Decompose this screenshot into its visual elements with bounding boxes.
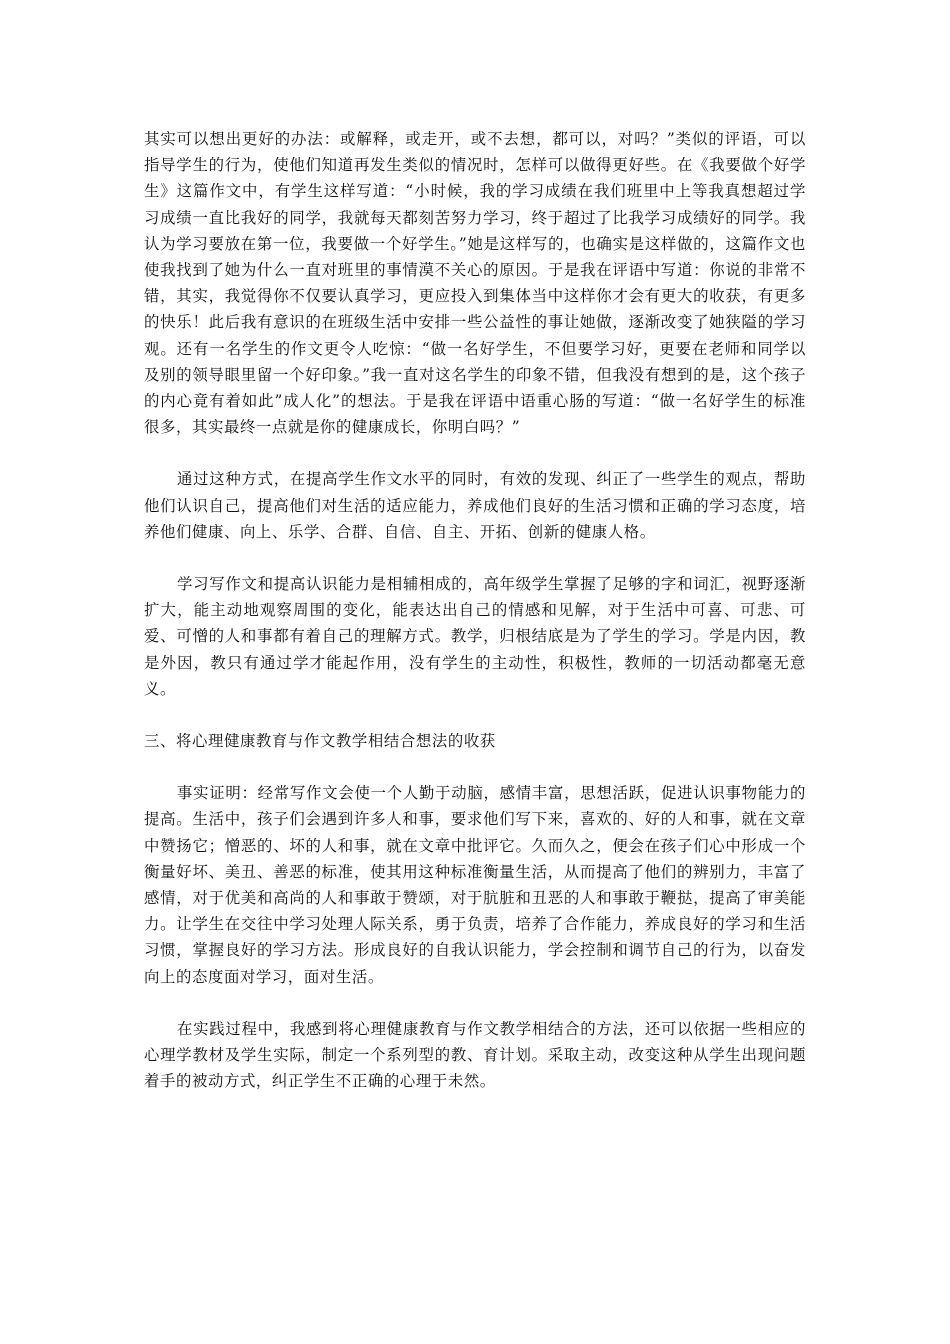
section-heading: 三、将心理健康教育与作文教学相结合想法的收获 <box>144 732 496 751</box>
paragraph-writing-and-cognition: 学习写作文和提高认识能力是相辅相成的，高年级学生掌握了足够的字和词汇，视野逐渐扩大，能主动地观察周围的变化，能表达出自己的情感和见解，对于生活中可喜、可悲、可爱、可憎的人和事都有着自己的理解方式。教学，归根结底是为了学生的学习。学是内因，教是外因，教只有通过学才能起作用，没有学生的主动性，积极性，教师的一切活动都毫无意义。 <box>144 575 806 698</box>
paragraph-method-summary: 通过这种方式，在提高学生作文水平的同时，有效的发现、纠正了一些学生的观点，帮助他们认识自己，提高他们对生活的适应能力，养成他们良好的生活习惯和正确的学习态度，培养他们健康、向上、乐学、合群、自信、自主、开拓、创新的健康人格。 <box>144 470 806 541</box>
paragraph-evaluation-examples: 其实可以想出更好的办法：或解释，或走开，或不去想，都可以，对吗？”类似的评语，可以指导学生的行为，使他们知道再发生类似的情况时，怎样可以做得更好些。在《我要做个好学生》这篇作文中，有学生这样写道：“小时候，我的学习成绩在我们班里中上等我真想超过学习成绩一直比我好的同学，我就每天都刻苦努力学习，终于超过了比我学习成绩好的同学。我认为学习要放在第一位，我要做一个好学生。”她是这样写的，也确实是这样做的，这篇作文也使我找到了她为什么一直对班里的事情漠不关心的原因。于是我在评语中写道：你说的非常不错，其实，我觉得你不仅要认真学习，更应投入到集体当中这样你才会有更大的收获，有更多的快乐！此后我有意识的在班级生活中安排一些公益性的事让她做，逐渐改变了她狭隘的学习观。还有一名学生的作文更令人吃惊：“做一名好学生，不但要学习好，更要在老师和同学以及别的领导眼里留一个好印象。”我一直对这名学生的印象不错，但我没有想到的是，这个孩子的内心竟有着如此”成人化”的想法。于是我在评语中语重心肠的写道：“做一名好学生的标准很多，其实最终一点就是你的健康成长，你明白吗？” <box>144 130 806 437</box>
paragraph-practice: 在实践过程中，我感到将心理健康教育与作文教学相结合的方法，还可以依据一些相应的心理学教材及学生实际，制定一个系列型的教、育计划。采取主动，改变这种从学生出现问题着手的被动方式，纠正学生不正确的心理于未然。 <box>144 1019 806 1091</box>
paragraph-facts-prove: 事实证明：经常写作文会使一个人勤于动脑，感情丰富，思想活跃，促进认识事物能力的提高。生活中，孩子们会遇到许多人和事，要求他们写下来，喜欢的、好的人和事，就在文章中赞扬它；憎恶的、坏的人和事，就在文章中批评它。久而久之，便会在孩子们心中形成一个衡量好坏、美丑、善恶的标准，使其用这种标准衡量生活，从而提高了他们的辨别力，丰富了感情，对于优美和高尚的人和事敢于赞颂，对于肮脏和丑恶的人和事敢于鞭挞，提高了审美能力。让学生在交往中学习处理人际关系，勇于负责，培养了合作能力，养成良好的学习和生活习惯，掌握良好的学习方法。形成良好的自我认识能力，学会控制和调节自己的行为，以奋发向上的态度面对学习，面对生活。 <box>144 784 806 986</box>
